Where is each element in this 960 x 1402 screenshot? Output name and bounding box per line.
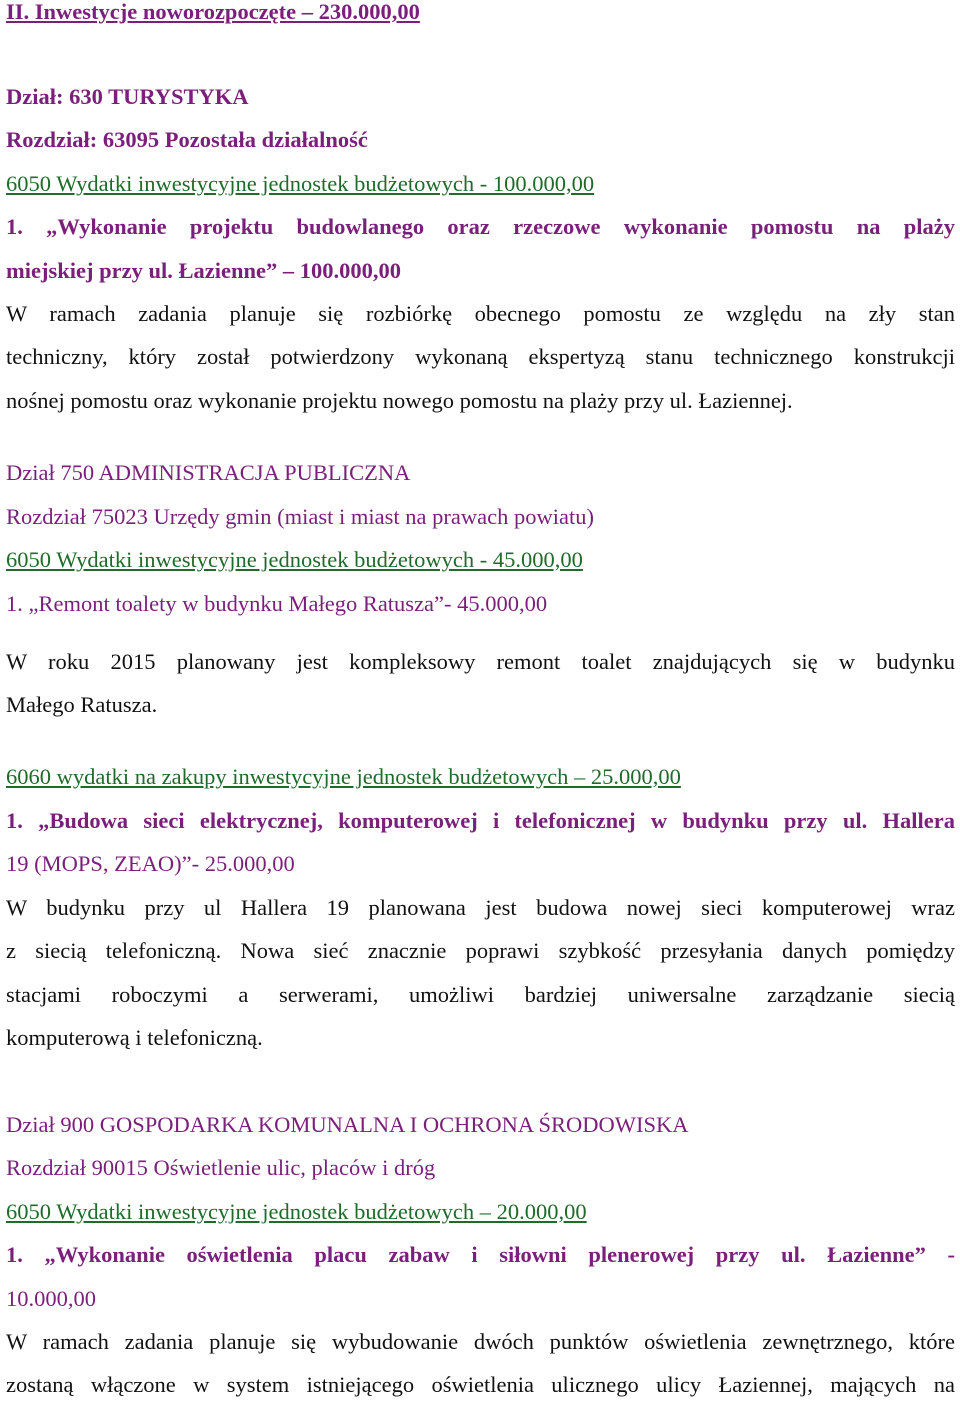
task-description-line-2: z siecią telefoniczną. Nowa sieć znacznie poprawi szybkość przesyłania danych pomiędzy — [6, 938, 955, 963]
task-description-line-1: W budynku przy ul Hallera 19 planowana jest budowa nowej sieci komputerowej wraz — [6, 895, 955, 920]
task-title-line-1: 1. „Remont toalety w budynku Małego Ratusza”- 45.000,00 — [6, 591, 548, 616]
task-description-line-4: komputerową i telefoniczną. — [6, 1025, 263, 1050]
task-title-line-1: 1. „Wykonanie projektu budowlanego oraz rzeczowe wykonanie pomostu na plaży — [6, 214, 955, 239]
paragraf-6050-line: 6050 Wydatki inwestycyjne jednostek budżetowych - 100.000,00 — [6, 171, 595, 196]
task-description-line-3: nośnej pomostu oraz wykonanie projektu nowego pomostu na plaży przy ul. Łaziennej. — [6, 388, 793, 413]
rozdzial-63095-heading: Rozdział: 63095 Pozostała działalność — [6, 127, 368, 152]
rozdzial-75023-heading: Rozdział 75023 Urzędy gmin (miast i miast na prawach powiatu) — [6, 504, 594, 529]
task-title-line-2: 19 (MOPS, ZEAO)”- 25.000,00 — [6, 851, 295, 876]
task-description-line-1: W ramach zadania planuje się wybudowanie dwóch punktów oświetlenia zewnętrznego, które — [6, 1329, 955, 1354]
dzial-900-heading: Dział 900 GOSPODARKA KOMUNALNA I OCHRONA ŚRODOWISKA — [6, 1112, 689, 1137]
task-title-line-1: 1. „Budowa sieci elektrycznej, komputerowej i telefonicznej w budynku przy ul. Hallera — [6, 808, 955, 833]
task-description-line-2: zostaną włączone w system istniejącego oświetlenia ulicznego ulicy Łaziennej, mających na — [6, 1372, 955, 1397]
task-description-line-2: techniczny, który został potwierdzony wykonaną ekspertyzą stanu technicznego konstrukcji — [6, 344, 955, 369]
paragraf-6060-line: 6060 wydatki na zakupy inwestycyjne jednostek budżetowych – 25.000,00 — [6, 764, 681, 789]
dzial-630-heading: Dział: 630 TURYSTYKA — [6, 84, 249, 109]
section-heading: II. Inwestycje noworozpoczęte – 230.000,00 — [6, 0, 420, 24]
dzial-750-heading: Dział 750 ADMINISTRACJA PUBLICZNA — [6, 460, 411, 485]
task-title-line-2: miejskiej przy ul. Łazienne” – 100.000,00 — [6, 258, 401, 283]
paragraf-6050-line: 6050 Wydatki inwestycyjne jednostek budżetowych - 45.000,00 — [6, 547, 583, 572]
task-description-line-2: Małego Ratusza. — [6, 692, 158, 717]
task-title-line-2: 10.000,00 — [6, 1286, 96, 1311]
rozdzial-90015-heading: Rozdział 90015 Oświetlenie ulic, placów i dróg — [6, 1155, 436, 1180]
task-description-line-3: stacjami roboczymi a serwerami, umożliwi bardziej uniwersalne zarządzanie siecią — [6, 982, 955, 1007]
task-description-line-1: W ramach zadania planuje się rozbiórkę obecnego pomostu ze względu na zły stan — [6, 301, 955, 326]
task-title-line-1: 1. „Wykonanie oświetlenia placu zabaw i siłowni plenerowej przy ul. Łazienne” - — [6, 1242, 955, 1267]
paragraf-6050-line: 6050 Wydatki inwestycyjne jednostek budżetowych – 20.000,00 — [6, 1199, 587, 1224]
task-description-line-1: W roku 2015 planowany jest kompleksowy remont toalet znajdujących się w budynku — [6, 649, 955, 674]
